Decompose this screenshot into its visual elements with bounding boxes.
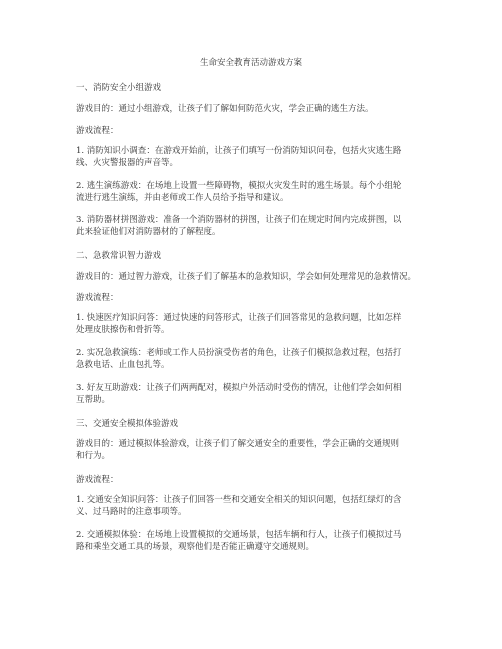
list-item: 2. 交通模拟体验：在场地上设置模拟的交通场景，包括车辆和行人，让孩子们模拟过马路和乘坐交通工具的场景，观察他们是否能正确遵守交通规则。 — [76, 530, 402, 552]
document-title: 生命安全教育活动游戏方案 — [199, 58, 302, 68]
section-heading-fire-safety: 一、消防安全小组游戏 — [76, 83, 162, 93]
list-item: 1. 快速医疗知识问答：通过快速的问答形式，让孩子们回答常见的急救问题，比如怎样处理皮肤擦伤和骨折等。 — [76, 313, 402, 335]
list-item: 3. 消防器材拼图游戏：准备一个消防器材的拼图，让孩子们在规定时间内完成拼图，以此来验证他们对消防器材的了解程度。 — [76, 215, 402, 237]
paragraph-goal: 游戏目的：通过模拟体验游戏，让孩子们了解交通安全的重要性，学会正确的交通规则和行为。 — [76, 439, 400, 461]
paragraph-process-label: 游戏流程： — [76, 293, 119, 303]
section-heading-first-aid: 二、急救常识智力游戏 — [76, 251, 162, 261]
list-item: 2. 实况急救演练：老师或工作人员扮演受伤者的角色，让孩子们模拟急救过程，包括打急救电话、止血包扎等。 — [76, 348, 402, 370]
list-item: 2. 逃生演练游戏：在场地上设置一些障碍物，模拟火灾发生时的逃生场景。每个小组轮流进行逃生演练，并由老师或工作人员给予指导和建议。 — [76, 181, 402, 203]
paragraph-process-label: 游戏流程： — [76, 126, 119, 136]
section-heading-traffic-safety: 三、交通安全模拟体验游戏 — [76, 419, 179, 429]
list-item: 1. 消防知识小调查：在游戏开始前，让孩子们填写一份消防知识问卷，包括火灾逃生路线、火灾警报器的声音等。 — [76, 146, 402, 168]
list-item: 1. 交通安全知识问答：让孩子们回答一些和交通安全相关的知识问题，包括红绿灯的含义、过马路时的注意事项等。 — [76, 495, 402, 517]
paragraph-goal: 游戏目的：通过智力游戏，让孩子们了解基本的急救知识，学会如何处理常见的急救情况。 — [76, 272, 417, 282]
paragraph-goal: 游戏目的：通过小组游戏，让孩子们了解如何防范火灾，学会正确的逃生方法。 — [76, 104, 374, 114]
paragraph-process-label: 游戏流程： — [76, 475, 119, 485]
list-item: 3. 好友互助游戏：让孩子们两两配对，模拟户外活动时受伤的情况，让他们学会如何相互帮助。 — [76, 383, 402, 405]
